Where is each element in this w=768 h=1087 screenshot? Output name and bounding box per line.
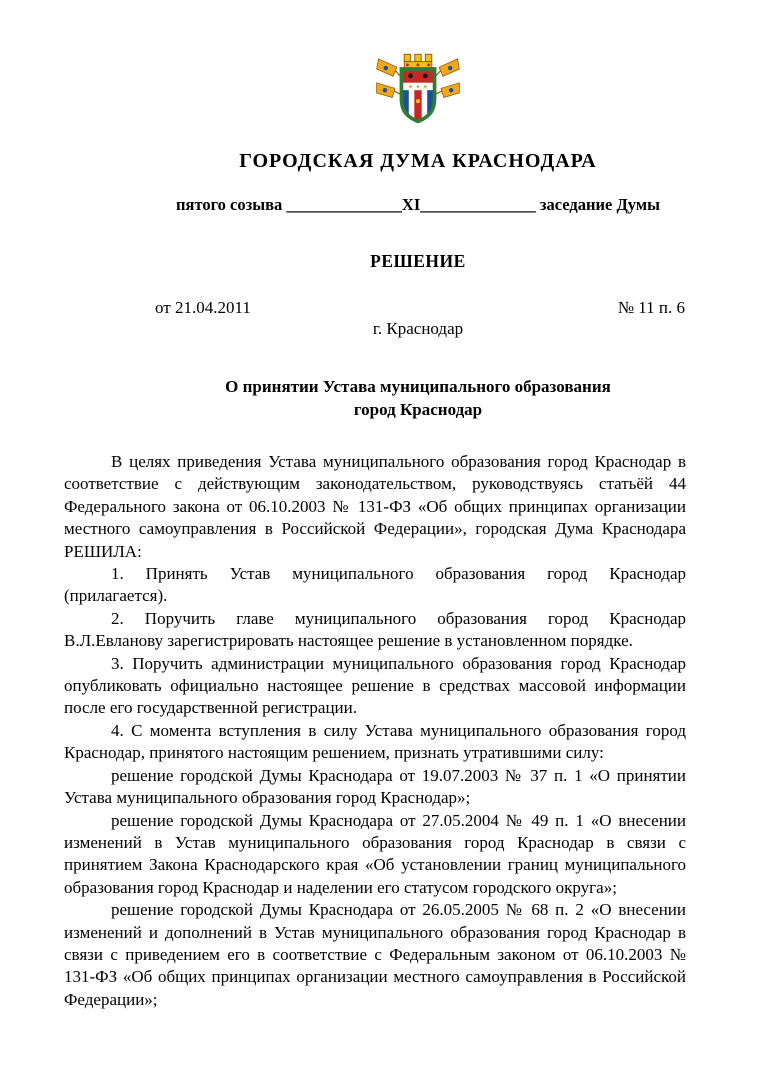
paragraph-repealed-3: решение городской Думы Краснодара от 26.05.2005 № 68 п. 2 «О внесении изменений и дополнений в Устав муниципального образования город Краснодар в связи с приведением его в соответствие с Федеральным законом от 06.10.2003 № 131-ФЗ «Об общих принципах организации местного самоуправления в Российской Федерации»; — [64, 900, 686, 1009]
crest-row — [100, 0, 736, 138]
org-title: ГОРОДСКАЯ ДУМА КРАСНОДАРА — [239, 150, 597, 172]
decision-body — [64, 451, 686, 1011]
paragraph-preamble: В целях приведения Устава муниципального образования город Краснодар в соответствие с действующим законодательством, руководствуясь статьёй 44 Федерального закона от 06.10.2003 № 131-ФЗ «Об общих принципах организации местного самоуправления в Российской Федерации», городская Дума Краснодара РЕШИЛА: — [64, 452, 686, 561]
paragraph-item-2: 2. Поручить главе муниципального образования город Краснодар В.Л.Евланову зарегистрировать настоящее решение в установленном порядке. — [64, 608, 686, 651]
paragraph-item-1: 1. Принять Устав муниципального образования город Краснодар (прилагается). — [64, 564, 686, 606]
decision-number: № 11 п. 6 — [617, 298, 685, 317]
doc-type-heading: РЕШЕНИЕ — [370, 251, 466, 271]
decision-date: от 21.04.2011 — [155, 298, 251, 317]
decision-place: г. Краснодар — [372, 319, 464, 338]
meta-row — [155, 298, 685, 318]
paragraph-item-3: 3. Поручить администрации муниципального образования город Краснодар опубликовать официально настоящее решение в средствах массовой информации после его государственной регистрации. — [64, 653, 686, 718]
paragraph-repealed-2: решение городской Думы Краснодара от 27.05.2004 № 49 п. 1 «О внесении изменений в Устав муниципального образования город Краснодар в связи с принятием Закона Краснодарского края «Об установлении границ муниципального образования город Краснодар и наделении его статусом городского округа»; — [64, 810, 686, 897]
krasnodar-coat-of-arms-icon — [373, 46, 463, 138]
decision-subject: О принятии Устава муниципального образования город Краснодар — [225, 377, 611, 419]
convocation-line: пятого созыва ______________XI______________ заседание Думы — [176, 195, 660, 214]
paragraph-item-4: 4. С момента вступления в силу Устава муниципального образования город Краснодар, принятого настоящим решением, признать утратившими силу: — [64, 720, 686, 763]
paragraph-repealed-1: решение городской Думы Краснодара от 19.07.2003 № 37 п. 1 «О принятии Устава муниципального образования город Краснодар»; — [64, 765, 686, 808]
